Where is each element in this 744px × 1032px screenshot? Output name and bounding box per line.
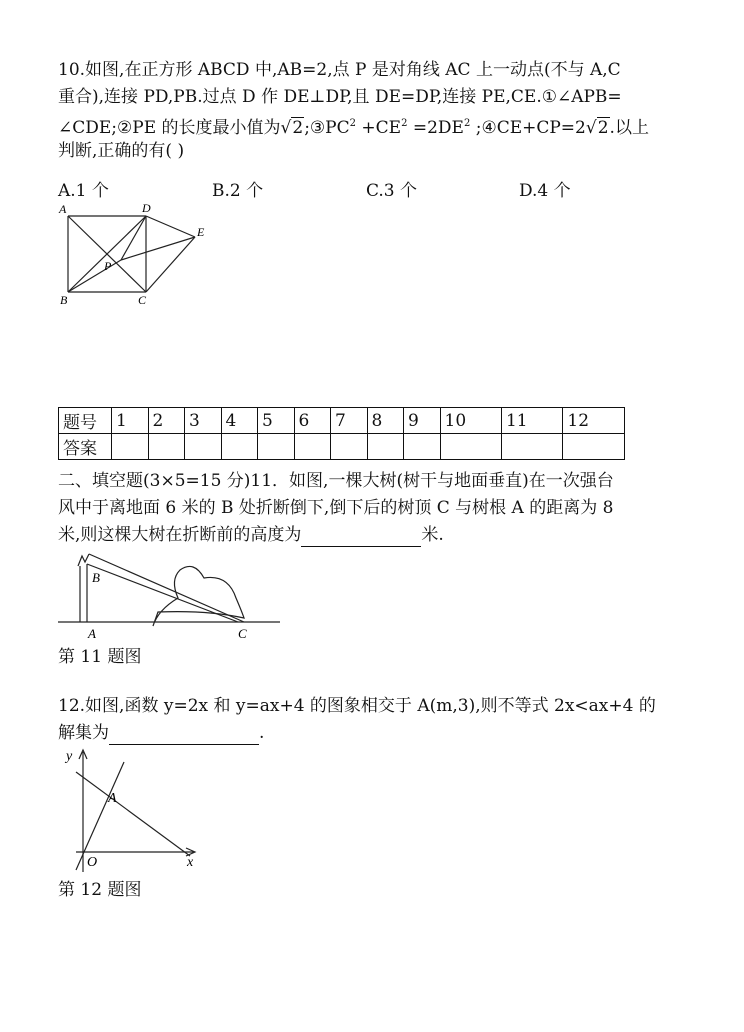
table-cell: 1 [112, 408, 149, 434]
table-cell: 10 [440, 408, 501, 434]
segment-ce [146, 237, 195, 292]
row-header-answer: 答案 [59, 434, 112, 460]
sqrt-expression: √2 [585, 118, 609, 138]
q11-caption: 第 11 题图 [58, 647, 142, 667]
superscript: 2 [401, 118, 408, 129]
answer-cell[interactable] [563, 434, 625, 460]
q10-square-figure [58, 200, 218, 310]
q12-line-2-part-a: 解集为 [58, 723, 109, 743]
option-b: B.2 个 [212, 181, 264, 201]
label-a: A [59, 202, 67, 216]
answer-cell[interactable] [404, 434, 441, 460]
answer-cell[interactable] [367, 434, 404, 460]
row-header-number: 题号 [59, 408, 112, 434]
answer-cell[interactable] [501, 434, 562, 460]
label-b: B [60, 293, 68, 307]
table-cell: 2 [148, 408, 185, 434]
table-cell: 8 [367, 408, 404, 434]
table-cell: 6 [294, 408, 331, 434]
answer-cell[interactable] [185, 434, 222, 460]
label-a: A [88, 626, 96, 641]
answer-cell[interactable] [221, 434, 258, 460]
q11-line-3-part-b: 米. [421, 525, 444, 545]
sqrt-expression: √2 [280, 118, 304, 138]
label-b: B [92, 570, 100, 585]
q10-line-3 [58, 112, 649, 140]
answer-cell[interactable] [112, 434, 149, 460]
option-a: A.1 个 [58, 181, 109, 201]
answer-cell[interactable] [258, 434, 295, 460]
table-cell: 4 [221, 408, 258, 434]
q12-line-1: 12.如图,函数 y=2x 和 y=ax+4 的图象相交于 A(m,3),则不等式 2x<ax+4 的 [58, 696, 656, 716]
table-cell: 11 [501, 408, 562, 434]
q10-line-4: 判断,正确的有( ) [58, 141, 185, 161]
tree-crown [153, 566, 244, 626]
answer-cell[interactable] [148, 434, 185, 460]
q10-line-3-part-c: +CE [355, 118, 402, 138]
q10-line-3-part-d: =2DE [407, 118, 464, 138]
table-cell: 9 [404, 408, 441, 434]
label-y: y [66, 749, 73, 764]
sqrt-radicand: 2 [597, 118, 609, 138]
table-cell: 7 [331, 408, 368, 434]
line-y-ax-plus-4 [76, 772, 190, 856]
label-d: D [142, 201, 151, 215]
label-e: E [197, 225, 205, 239]
segment-de [146, 216, 195, 237]
answer-cell[interactable] [440, 434, 501, 460]
label-p: P [104, 259, 112, 273]
q12-caption: 第 12 题图 [58, 880, 142, 900]
q11-line-3 [58, 523, 444, 547]
q12-line-2-part-b: . [259, 723, 265, 743]
superscript: 2 [463, 118, 471, 129]
q10-line-3-part-f: .以上 [609, 118, 649, 138]
segment-pb [68, 260, 121, 292]
q10-line-3-part-b: ;③PC [304, 118, 350, 138]
superscript: 2 [349, 118, 356, 129]
q10-line-3-part-a: ∠CDE;②PE 的长度最小值为 [58, 118, 281, 138]
q10-line-3-part-e: ;④CE+CP=2 [470, 118, 586, 138]
label-c: C [138, 293, 147, 307]
table-cell: 12 [563, 408, 625, 434]
label-o: O [87, 855, 98, 870]
q11-line-3-part-a: 米,则这棵大树在折断前的高度为 [58, 525, 302, 545]
table-cell: 3 [185, 408, 222, 434]
q10-line-2: 重合),连接 PD,PB.过点 D 作 DE⊥DP,且 DE=DP,连接 PE,CE.①∠APB= [58, 87, 622, 107]
label-x: x [187, 855, 194, 870]
q11-line-2: 风中于离地面 6 米的 B 处折断倒下,倒下后的树顶 C 与树根 A 的距离为 8 [58, 498, 614, 518]
label-a: A [108, 791, 117, 806]
option-c: C.3 个 [366, 181, 418, 201]
table-row [59, 408, 625, 434]
q11-line-1: 二、填空题(3×5=15 分)11．如图,一棵大树(树干与地面垂直)在一次强台 [58, 471, 614, 491]
answer-cell[interactable] [331, 434, 368, 460]
table-cell: 5 [258, 408, 295, 434]
sqrt-radicand: 2 [292, 118, 304, 138]
answer-table [58, 407, 625, 460]
label-c: C [238, 626, 247, 641]
q10-line-1: 10.如图,在正方形 ABCD 中,AB=2,点 P 是对角线 AC 上一动点(不与 A,C [58, 60, 621, 80]
q10-options [58, 176, 698, 200]
answer-cell[interactable] [294, 434, 331, 460]
option-d: D.4 个 [519, 181, 571, 201]
table-row [59, 434, 625, 460]
q11-tree-figure [58, 546, 288, 646]
q11-answer-blank[interactable] [301, 526, 421, 547]
q12-graph-figure [58, 742, 208, 876]
